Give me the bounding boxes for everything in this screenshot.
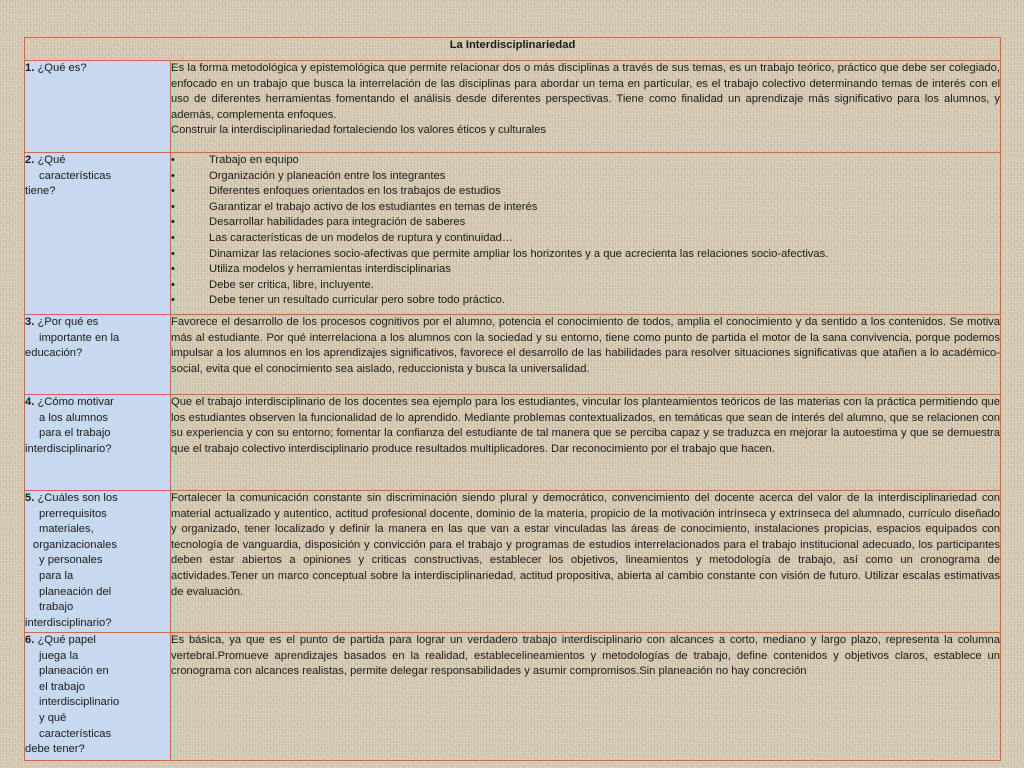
document-sheet — [24, 37, 1000, 761]
list-item: • Debe tener un resultado curricular pero sobre todo práctico. — [171, 293, 1000, 309]
list-item: • Organización y planeación entre los integrantes — [171, 169, 1000, 185]
question-number: 6. — [25, 634, 35, 646]
answer-text: Que el trabajo interdisciplinario de los docentes sea ejemplo para los estudiantes, vincular los planteamientos teóricos de las materias con la práctica permitiendo que los estudiantes observen la funcionalidad de lo aprendido. Mediante problemas contextualizados, en temáticas que sean de interés del alumno, que se relacionen con su experiencia y con su entorno; fomentar la confianza del estudiante de tal manera que se perciba capaz y se traduzca en mejorar la autoestima y que se demuestra que el trabajo colectivo interdisciplinario produce resultados multiplicadores. Dar reconocimiento por el trabajo que hacen. — [171, 396, 1000, 455]
characteristics-list — [171, 153, 1000, 309]
question-line: materiales, — [39, 523, 94, 536]
question-line: trabajo — [39, 601, 74, 614]
answer-cell — [171, 395, 1001, 491]
table-row — [25, 153, 1001, 315]
question-line: y personales — [39, 554, 103, 567]
list-item: • Dinamizar las relaciones socio-afectivas que permite ampliar los horizontes y a que acrecienta las relaciones socio-afectivas. — [171, 247, 1000, 263]
question-cell — [25, 633, 171, 761]
question-line: organizacionales — [33, 538, 117, 551]
question-line: educación? — [25, 347, 83, 360]
question-line: 4. ¿Cómo motivar — [25, 396, 114, 408]
question-line: 6. ¿Qué papel — [25, 634, 96, 646]
question-line: 1. ¿Qué es? — [25, 62, 87, 74]
list-item: • Utiliza modelos y herramientas interdisciplinarias — [171, 262, 1000, 278]
question-line: planeación en — [39, 665, 109, 678]
question-number: 3. — [25, 316, 35, 328]
table-row — [25, 633, 1001, 761]
question-line: a los alumnos — [39, 411, 109, 424]
question-line: interdisciplinario? — [25, 616, 112, 629]
answer-text: Es la forma metodológica y epistemológica que permite relacionar dos o más disciplinas a través de sus temas, es un trabajo teórico, práctico que debe ser colegiado, enfocado en un trabajo que busca la interrelación de las disciplinas para abordar un tema en particular, es el trabajo colectivo determinando temas de interés con el uso de diferentes herramientas fomentando el análisis desde diferentes perspectivas. Tiene como finalidad un aprendizaje más significativo para los alumnos, y además, complementa enfoques. — [171, 62, 1000, 121]
question-line: características — [39, 169, 112, 182]
list-item: • Las características de un modelos de ruptura y continuidad… — [171, 231, 1000, 247]
answer-text: Fortalecer la comunicación constante sin discriminación siendo plural y democrático, convencimiento del docente acerca del valor de la interdisciplinariedad con material actualizado y autentico, actitud profesional docente, dominio de la materia, propicio de la motivación intrínseca y extrínseca del alumnado, currículo diseñado y organizado, tener localizado y definir la manera en las que van a estar vinculadas las áreas de conocimiento, instalaciones propicias, espacios equipados con tecnología de vanguardia, disposición y convicción para el trabajo y programas de estudios interrelacionados para el trabajo institucional adecuado, los participantes deben estar abiertos a opiniones y criticas constructivas, establecer los objetivos, lineamientos y metodología de trabajo, así como un cronograma de actividades.Tener un marco conceptual sobre la interdisciplinariedad, actitud propositiva, abierta al cambio constante con visión de futuro. Utilizar escalas estimativas de evaluación. — [171, 492, 1000, 598]
answer-text: Favorece el desarrollo de los procesos cognitivos por el alumno, potencia el conocimiento de todos, amplia el conocimiento y da sentido a los contenidos. Se motiva más al estudiante. Por qué interrelaciona a los alumnos con la sociedad y su entorno, tiene como punto de partida el motor de la sana convivencia, porque podemos impulsar a los alumnos en los aprendizajes significativos, favorece el desarrollo de las habilidades para resolver situaciones significativas que atañen a lo académico-social, evita que el conocimiento sea aislado, reduccionista y busca la universalidad. — [171, 316, 1000, 375]
question-line: características — [39, 727, 112, 740]
question-cell — [25, 153, 171, 315]
question-line: 2. ¿Qué — [25, 154, 66, 166]
answer-cell — [171, 153, 1001, 315]
question-line: el trabajo — [39, 680, 86, 693]
question-cell — [25, 491, 171, 633]
list-item: • Debe ser critica, libre, incluyente. — [171, 278, 1000, 294]
answer-cell — [171, 315, 1001, 395]
list-item: • Garantizar el trabajo activo de los estudiantes en temas de interés — [171, 200, 1000, 216]
answer-cell — [171, 633, 1001, 761]
question-number: 5. — [25, 492, 35, 504]
answer-text: Es básica, ya que es el punto de partida para lograr un verdadero trabajo interdisciplinario con alcances a corto, mediano y largo plazo, representa la columna vertebral.Promueve aprendizajes basados en la realidad, establecelineamientos y metodologías de trabajo, define contenidos y objetivos claros, establece un cronograma con alcances realistas, permite delegar responsabilidades y asumir compromisos.Sin planeación no hay concreción — [171, 634, 1000, 678]
question-line: para el trabajo — [39, 427, 111, 440]
question-number: 1. — [25, 62, 35, 74]
question-number: 2. — [25, 154, 35, 166]
question-line: interdisciplinario? — [25, 442, 112, 455]
answer-text-extra: Construir la interdisciplinariedad fortaleciendo los valores éticos y culturales — [171, 124, 546, 137]
question-cell — [25, 315, 171, 395]
question-line: importante en la — [39, 331, 120, 344]
question-line: debe tener? — [25, 743, 85, 756]
answer-cell — [171, 61, 1001, 153]
table-row — [25, 491, 1001, 633]
list-item: • Diferentes enfoques orientados en los trabajos de estudios — [171, 184, 1000, 200]
question-line: tiene? — [25, 185, 56, 198]
answer-cell — [171, 491, 1001, 633]
table-title: La Interdisciplinariedad — [25, 38, 1001, 61]
question-cell — [25, 61, 171, 153]
table-row — [25, 61, 1001, 153]
interdisciplinariedad-table — [24, 37, 1001, 761]
question-line: para la — [39, 569, 74, 582]
question-line: juega la — [39, 649, 79, 662]
question-line: prerrequisitos — [39, 507, 107, 520]
list-item: • Desarrollar habilidades para integración de saberes — [171, 215, 1000, 231]
question-line: y qué — [39, 711, 67, 724]
list-item: • Trabajo en equipo — [171, 153, 1000, 169]
question-line: 5. ¿Cuáles son los — [25, 492, 118, 504]
question-number: 4. — [25, 396, 35, 408]
question-line: 3. ¿Por qué es — [25, 316, 99, 328]
question-cell — [25, 395, 171, 491]
table-row — [25, 315, 1001, 395]
question-line: planeación del — [39, 585, 112, 598]
question-line: interdisciplinario — [39, 696, 120, 709]
title-row — [25, 38, 1001, 61]
table-row — [25, 395, 1001, 491]
